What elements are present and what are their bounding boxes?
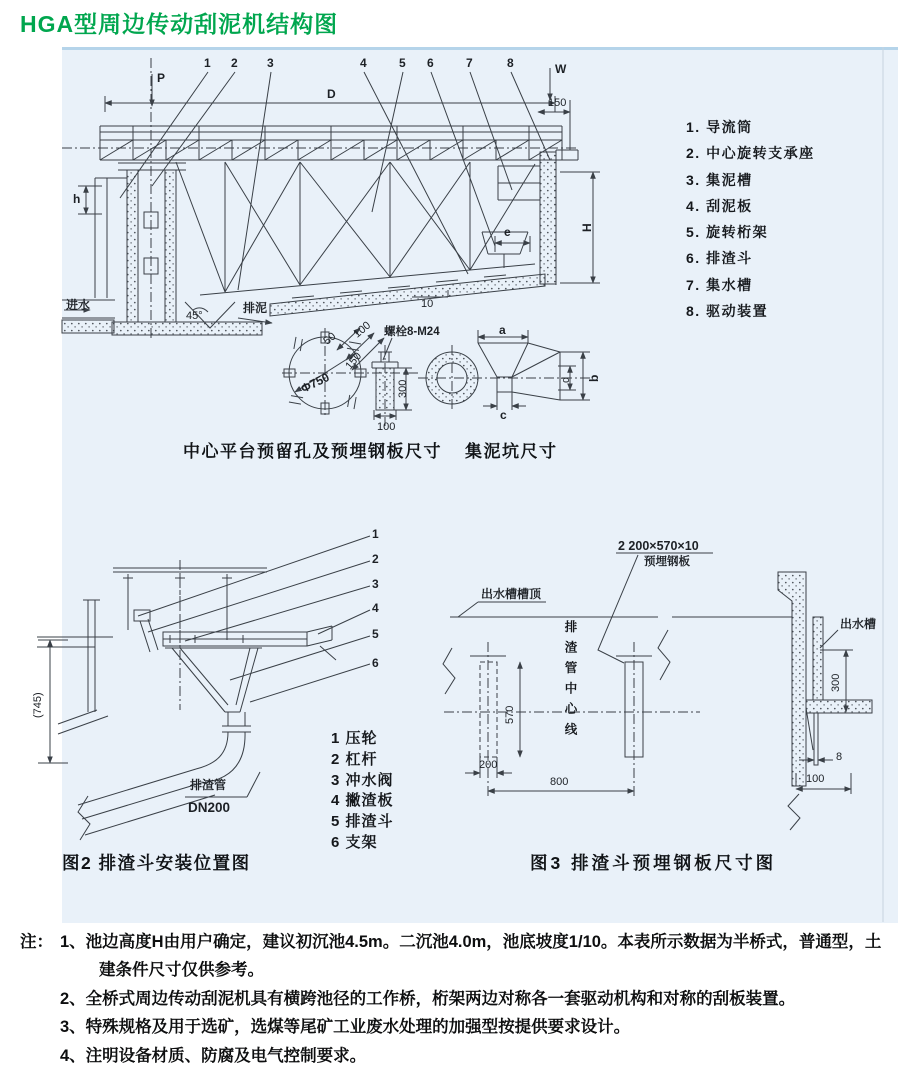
note-item: 4、注明设备材质、防腐及电气控制要求。 bbox=[60, 1046, 367, 1065]
dim-H-label: H bbox=[580, 223, 594, 232]
legend-item: 7. 集水槽 bbox=[686, 276, 753, 293]
dim-300-label: 300 bbox=[397, 379, 409, 398]
bolt-note-label: 螺栓8-M24 bbox=[384, 326, 440, 338]
legend-item: 6. 排渣斗 bbox=[686, 250, 753, 267]
legend-item: 1 压轮 bbox=[331, 730, 378, 747]
plate-spec-label: 2 200×570×10 bbox=[618, 539, 699, 553]
pipe-centerline-label: 排渣管中心线 bbox=[563, 620, 577, 743]
load-w-label: W bbox=[555, 62, 567, 76]
part-number: 4 bbox=[360, 56, 367, 70]
pit-dim-b: b bbox=[587, 374, 601, 382]
fig2-part-number: 4 bbox=[372, 601, 379, 615]
dim-800-label: 800 bbox=[550, 776, 569, 788]
main-parts-legend bbox=[686, 114, 815, 324]
dim-150-label: 150 bbox=[548, 97, 567, 109]
dim-100-label: 100 bbox=[377, 421, 396, 433]
angle-label: 45° bbox=[186, 310, 203, 322]
page-title: HGA型周边传动刮泥机结构图 bbox=[20, 11, 339, 37]
pit-dim-d: d bbox=[560, 376, 572, 383]
part-number: 1 bbox=[204, 56, 211, 70]
pit-detail-linework bbox=[418, 330, 592, 412]
pipe-dn-label: DN200 bbox=[188, 800, 231, 815]
discharge-pipe-label: 排渣管 bbox=[190, 778, 227, 792]
dim-745-label: (745) bbox=[32, 692, 44, 718]
notes-block bbox=[20, 928, 888, 1070]
dim-h-label: h bbox=[73, 192, 81, 206]
fig2-part-number: 5 bbox=[372, 627, 379, 641]
platform-detail-linework bbox=[282, 328, 420, 426]
part-number: 8 bbox=[507, 56, 514, 70]
dim-50-label: 50 bbox=[321, 330, 339, 348]
outlet-label: 排泥 bbox=[243, 301, 268, 315]
legend-item: 2. 中心旋转支承座 bbox=[686, 145, 815, 162]
legend-item: 1. 导流筒 bbox=[686, 119, 753, 135]
fig2-part-number: 6 bbox=[372, 656, 379, 670]
notes-list bbox=[60, 928, 888, 1070]
note-item: 3、特殊规格及用于选矿，选煤等尾矿工业废水处理的加强型按提供要求设计。 bbox=[60, 1018, 631, 1037]
legend-item: 2 杠杆 bbox=[331, 750, 378, 768]
fig2-part-number: 1 bbox=[372, 527, 379, 541]
part-number: 2 bbox=[231, 56, 238, 70]
trough-label: 出水槽 bbox=[840, 617, 877, 631]
dim-e-label: e bbox=[504, 225, 511, 239]
legend-item: 6 支架 bbox=[331, 833, 378, 851]
legend-item: 4 撇渣板 bbox=[331, 792, 394, 810]
part-number: 5 bbox=[399, 56, 406, 70]
fig2-linework bbox=[37, 536, 370, 840]
dim-200-label: 200 bbox=[479, 759, 498, 771]
load-p-label: P bbox=[157, 71, 166, 85]
fig2-part-number: 3 bbox=[372, 577, 379, 591]
legend-item: 3. 集泥槽 bbox=[686, 171, 753, 188]
platform-caption: 中心平台预留孔及预埋钢板尺寸 bbox=[183, 442, 442, 461]
dim-100-label: 100 bbox=[351, 319, 374, 341]
note-item: 2、全桥式周边传动刮泥机具有横跨池径的工作桥，桁架两边对称各一套驱动机构和对称的刮板装置。 bbox=[60, 989, 796, 1008]
legend-item: 5 排渣斗 bbox=[331, 813, 394, 831]
plate-name-label: 预埋钢板 bbox=[644, 556, 690, 568]
slope-label: 10 bbox=[421, 298, 434, 310]
dim-300-label: 300 bbox=[830, 673, 842, 692]
part-number: 7 bbox=[466, 56, 473, 70]
dim-150-label: 150 bbox=[343, 350, 365, 373]
dim-570-label: 570 bbox=[504, 705, 516, 724]
diameter-label: Φ750 bbox=[298, 370, 332, 396]
pit-dim-a: a bbox=[499, 323, 506, 337]
trough-top-label: 出水槽槽顶 bbox=[481, 587, 542, 601]
pit-dim-c: c bbox=[500, 408, 507, 422]
part-number: 6 bbox=[427, 56, 434, 70]
dim-d-label: D bbox=[327, 87, 336, 101]
legend-item: 5. 旋转桁架 bbox=[686, 224, 769, 241]
part-number: 3 bbox=[267, 56, 274, 70]
dim-8-label: 8 bbox=[836, 751, 843, 763]
legend-item: 4. 刮泥板 bbox=[686, 197, 753, 214]
fig3-caption: 图3 排渣斗预埋钢板尺寸图 bbox=[530, 853, 777, 873]
pit-caption: 集泥坑尺寸 bbox=[465, 442, 558, 461]
legend-item: 3 冲水阀 bbox=[331, 771, 394, 789]
legend-item: 8. 驱动装置 bbox=[686, 303, 769, 320]
note-item: 1、池边高度H由用户确定，建议初沉池4.5m。二沉池4.0m，池底坡度1/10。本表所示数据为半桥式，普通型，土建条件尺寸仅供参考。 bbox=[60, 933, 882, 980]
fig2-parts-legend bbox=[331, 729, 394, 854]
fig2-caption: 图2 排渣斗安装位置图 bbox=[62, 853, 251, 873]
inlet-label: 进水 bbox=[66, 298, 91, 312]
notes-prefix: 注： bbox=[20, 933, 53, 951]
fig2-part-number: 2 bbox=[372, 552, 379, 566]
dim-100-label: 100 bbox=[806, 773, 825, 785]
